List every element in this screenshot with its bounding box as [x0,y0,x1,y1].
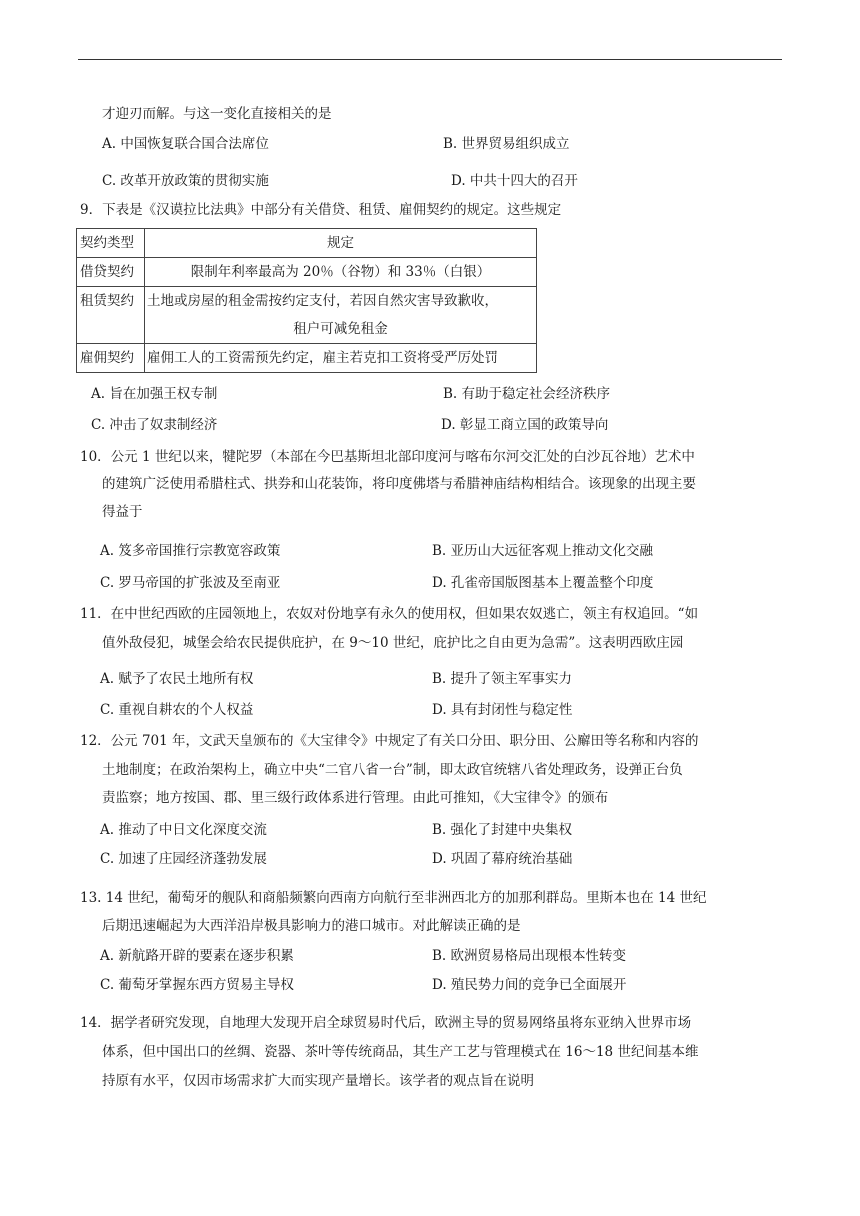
table-cell-rule [145,287,537,344]
table-cell-type: 雇佣契约 [77,344,145,373]
q13-option-b[interactable]: B. 欧洲贸易格局出现根本性转变 [432,948,627,964]
table-cell-rule-line1: 土地或房屋的租金需按约定支付，若因自然灾害导致歉收， [147,293,498,309]
q9-option-d[interactable]: D. 彰显工商立国的政策导向 [441,417,609,433]
q11-option-d[interactable]: D. 具有封闭性与稳定性 [432,702,573,718]
q13-option-c[interactable]: C. 葡萄牙掌握东西方贸易主导权 [100,977,294,993]
q12-stem-line2: 土地制度；在政治架构上，确立中央“二官八省一台”制，即太政官统辖八省处理政务，设弹正台负 [102,762,683,778]
q12-option-a[interactable]: A. 推动了中日文化深度交流 [100,822,267,838]
q8-option-c[interactable]: C. 改革开放政策的贯彻实施 [102,173,269,189]
table-cell-rule: 雇佣工人的工资需预先约定，雇主若克扣工资将受严厉处罚 [145,344,537,373]
q11-stem-line2: 值外敌侵犯，城堡会给农民提供庇护，在 9～10 世纪，庇护比之自由更为急需”。这表明西欧庄园 [102,635,684,651]
q12-option-d[interactable]: D. 巩固了幕府统治基础 [432,851,573,867]
q10-option-a[interactable]: A. 笈多帝国推行宗教宽容政策 [100,543,281,559]
q13-stem-line1: 13. 14 世纪，葡萄牙的舰队和商船频繁向西南方向航行至非洲西北方的加那利群岛。里斯本也在 14 世纪 [80,890,707,906]
header-rule [78,59,782,60]
q12-option-b[interactable]: B. 强化了封建中央集权 [432,822,573,838]
q12-stem-line1: 12．公元 701 年，文武天皇颁布的《大宝律令》中规定了有关口分田、职分田、公廨田等名称和内容的 [80,733,699,749]
table-cell-rule-line2: 租户可减免租金 [293,321,388,337]
q13-stem-line2: 后期迅速崛起为大西洋沿岸极具影响力的港口城市。对此解读正确的是 [102,918,521,934]
table-cell-type: 租赁契约 [77,287,145,344]
table-header-row [77,229,537,258]
q13-option-d[interactable]: D. 殖民势力间的竞争已全面展开 [432,977,627,993]
q10-stem-line1: 10．公元 1 世纪以来，犍陀罗（本部在今巴基斯坦北部印度河与喀布尔河交汇处的白沙瓦谷地）艺术中 [80,449,695,465]
q10-option-b[interactable]: B. 亚历山大远征客观上推动文化交融 [432,543,654,559]
q10-option-d[interactable]: D. 孔雀帝国版图基本上覆盖整个印度 [432,575,654,591]
q10-stem-line2: 的建筑广泛使用希腊柱式、拱券和山花装饰，将印度佛塔与希腊神庙结构相结合。该现象的出现主要 [102,476,696,492]
q8-option-d[interactable]: D. 中共十四大的召开 [451,173,578,189]
q12-option-c[interactable]: C. 加速了庄园经济蓬勃发展 [100,851,267,867]
q10-stem-line3: 得益于 [102,504,143,520]
q8-stem-tail: 才迎刃而解。与这一变化直接相关的是 [102,106,332,122]
q11-option-a[interactable]: A. 赋予了农民土地所有权 [100,671,254,687]
table-header-rule: 规定 [145,229,537,258]
q11-option-c[interactable]: C. 重视自耕农的个人权益 [100,702,254,718]
table-cell-type: 借贷契约 [77,258,145,287]
q8-option-a[interactable]: A. 中国恢复联合国合法席位 [102,136,269,152]
table-cell-rule: 限制年利率最高为 20％（谷物）和 33％（白银） [145,258,537,287]
q13-option-a[interactable]: A. 新航路开辟的要素在逐步积累 [100,948,294,964]
q11-stem-line1: 11．在中世纪西欧的庄园领地上，农奴对份地享有永久的使用权，但如果农奴逃亡，领主有权追回。“如 [80,606,699,622]
table-row [77,287,537,344]
q14-stem-line3: 持原有水平，仅因市场需求扩大而实现产量增长。该学者的观点旨在说明 [102,1073,534,1089]
table-header-type: 契约类型 [77,229,145,258]
q8-option-b[interactable]: B. 世界贸易组织成立 [443,136,570,152]
q9-option-a[interactable]: A. 旨在加强王权专制 [91,386,218,402]
q9-option-c[interactable]: C. 冲击了奴隶制经济 [91,417,218,433]
q9-contract-table [76,228,537,373]
q9-stem: 9．下表是《汉谟拉比法典》中部分有关借贷、租赁、雇佣契约的规定。这些规定 [80,202,562,218]
q10-option-c[interactable]: C. 罗马帝国的扩张波及至南亚 [100,575,281,591]
q14-stem-line1: 14．据学者研究发现，自地理大发现开启全球贸易时代后，欧洲主导的贸易网络虽将东亚纳入世界市场 [80,1015,692,1031]
q14-stem-line2: 体系，但中国出口的丝绸、瓷器、茶叶等传统商品，其生产工艺与管理模式在 16～18 世纪间基本维 [102,1044,699,1060]
table-row [77,258,537,287]
table-row [77,344,537,373]
q11-option-b[interactable]: B. 提升了领主军事实力 [432,671,573,687]
q9-option-b[interactable]: B. 有助于稳定社会经济秩序 [443,386,611,402]
q12-stem-line3: 责监察；地方按国、郡、里三级行政体系进行管理。由此可推知，《大宝律令》的颁布 [102,790,609,806]
